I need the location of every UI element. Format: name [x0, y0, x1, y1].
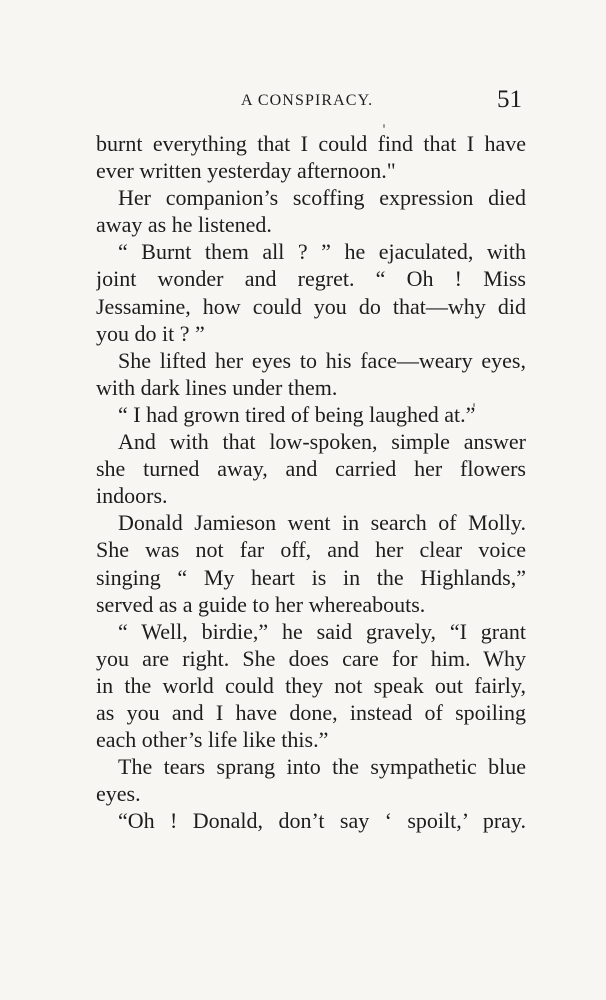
- text-line: singing “ My heart is in the Highlands,”: [96, 564, 526, 590]
- text-line: each other’s life like this.”: [96, 727, 329, 753]
- text-line: The tears sprang into the sympathetic blue: [118, 754, 526, 780]
- text-line: And with that low-spoken, simple answer: [118, 429, 526, 455]
- text-line: “ I had grown tired of being laughed at.”: [118, 401, 476, 427]
- text-line: Jessamine, how could you do that—why did: [96, 293, 526, 319]
- running-title: A CONSPIRACY.: [241, 92, 374, 109]
- text-line: joint wonder and regret. “ Oh ! Miss: [96, 266, 526, 292]
- text-line: away as he listened.: [96, 212, 272, 238]
- text-line: served as a guide to her whereabouts.: [96, 591, 426, 617]
- page-number: 51: [497, 86, 522, 113]
- ink-speck: [383, 124, 385, 128]
- text-line: “Oh ! Donald, don’t say ‘ spoilt,’ pray.: [118, 808, 526, 834]
- text-line: she turned away, and carried her flowers: [96, 456, 526, 482]
- text-line: you are right. She does care for him. Why: [96, 645, 526, 671]
- text-line: She lifted her eyes to his face—weary eyes,: [118, 347, 526, 373]
- body-text: [96, 130, 526, 834]
- text-line: Donald Jamieson went in search of Molly.: [118, 510, 526, 536]
- text-line: in the world could they not speak out fairly,: [96, 672, 526, 698]
- text-line: burnt everything that I could find that I have: [96, 131, 526, 156]
- text-line: eyes.: [96, 781, 141, 807]
- text-line: “ Well, birdie,” he said gravely, “I grant: [118, 618, 526, 644]
- text-line: as you and I have done, instead of spoiling: [96, 699, 526, 725]
- text-line: “ Burnt them all ? ” he ejaculated, with: [118, 239, 526, 265]
- text-line: Her companion’s scoffing expression died: [118, 185, 526, 211]
- text-line: you do it ? ”: [96, 320, 205, 346]
- text-line: with dark lines under them.: [96, 374, 338, 400]
- text-line: She was not far off, and her clear voice: [96, 537, 526, 563]
- text-line: indoors.: [96, 483, 168, 509]
- text-line: ever written yesterday afternoon.": [96, 158, 396, 184]
- running-head: [96, 88, 526, 118]
